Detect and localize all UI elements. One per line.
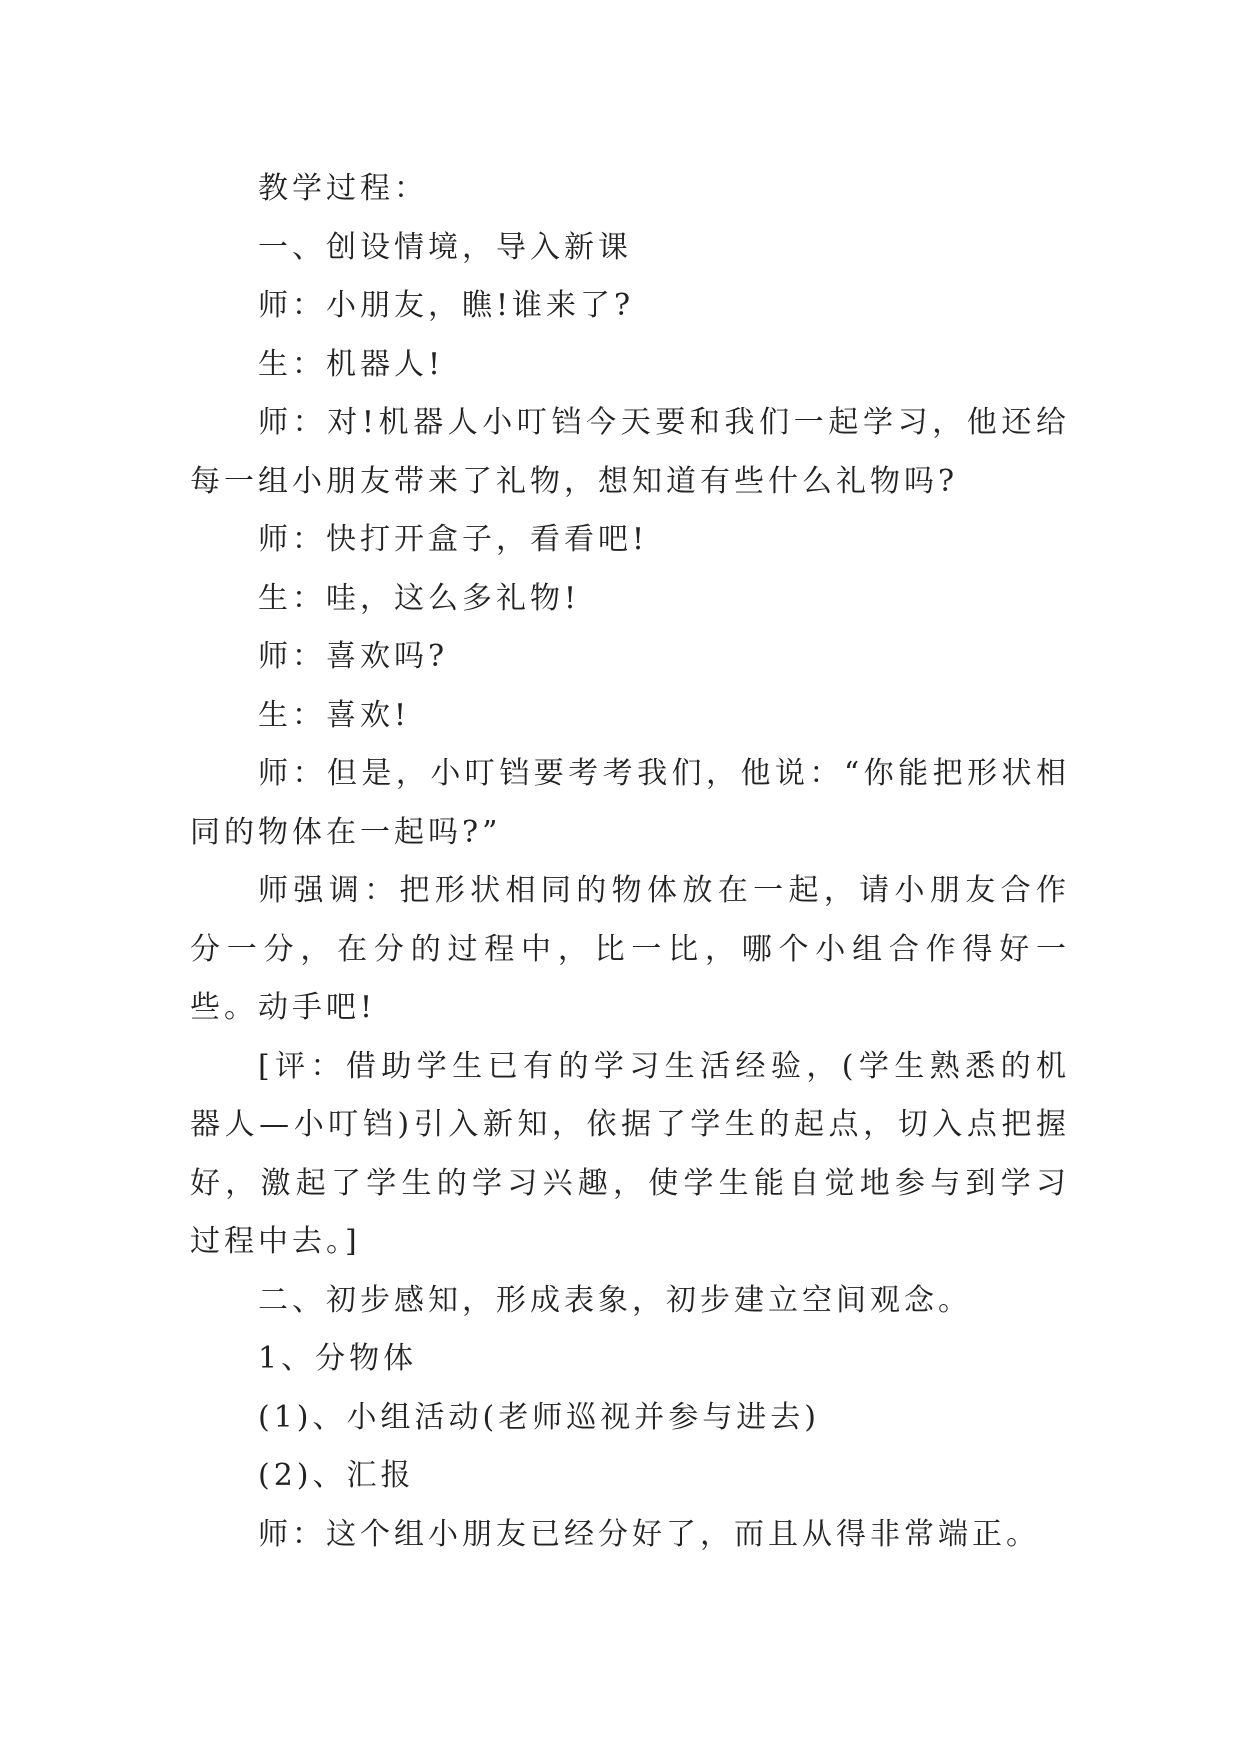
paragraph-section-one-heading: 一、创设情境，导入新课 xyxy=(258,229,632,265)
paragraph-dialogue: 师：对!机器人小叮铛今天要和我们一起学习，他还给每一组小朋友带来了礼物，想知道有些什么礼物吗? xyxy=(190,405,1070,499)
document-body xyxy=(190,160,1070,1564)
paragraph-subheading: 1、分物体 xyxy=(258,1341,418,1376)
paragraph-heading-teaching-process: 教学过程： xyxy=(258,171,428,206)
paragraph-dialogue: 师：喜欢吗? xyxy=(258,639,449,674)
paragraph-dialogue: 生：机器人! xyxy=(258,346,445,382)
paragraph-dialogue: 师：这个组小朋友已经分好了，而且从得非常端正。 xyxy=(258,1516,1040,1552)
paragraph-dialogue: 师：快打开盒子，看看吧! xyxy=(258,522,649,557)
paragraph-dialogue: 师：小朋友，瞧!谁来了? xyxy=(258,288,635,323)
paragraph-list-item: (2)、汇报 xyxy=(258,1458,415,1493)
paragraph-dialogue: 生：喜欢! xyxy=(258,697,411,733)
paragraph-section-two-heading: 二、初步感知，形成表象，初步建立空间观念。 xyxy=(258,1282,972,1318)
paragraph-list-item: (1)、小组活动(老师巡视并参与进去) xyxy=(258,1399,820,1435)
paragraph-dialogue: 师：但是，小叮铛要考考我们，他说：“你能把形状相同的物体在一起吗?” xyxy=(190,756,1070,850)
paragraph-commentary: [评：借助学生已有的学习生活经验，(学生熟悉的机器人—小叮铛)引入新知，依据了学生的起点，切入点把握好，激起了学生的学习兴趣，使学生能自觉地参与到学习过程中去。] xyxy=(190,1048,1070,1259)
paragraph-teacher-emphasis: 师强调：把形状相同的物体放在一起，请小朋友合作分一分，在分的过程中，比一比，哪个小组合作得好一些。动手吧! xyxy=(190,873,1070,1025)
paragraph-dialogue: 生：哇，这么多礼物! xyxy=(258,580,581,616)
